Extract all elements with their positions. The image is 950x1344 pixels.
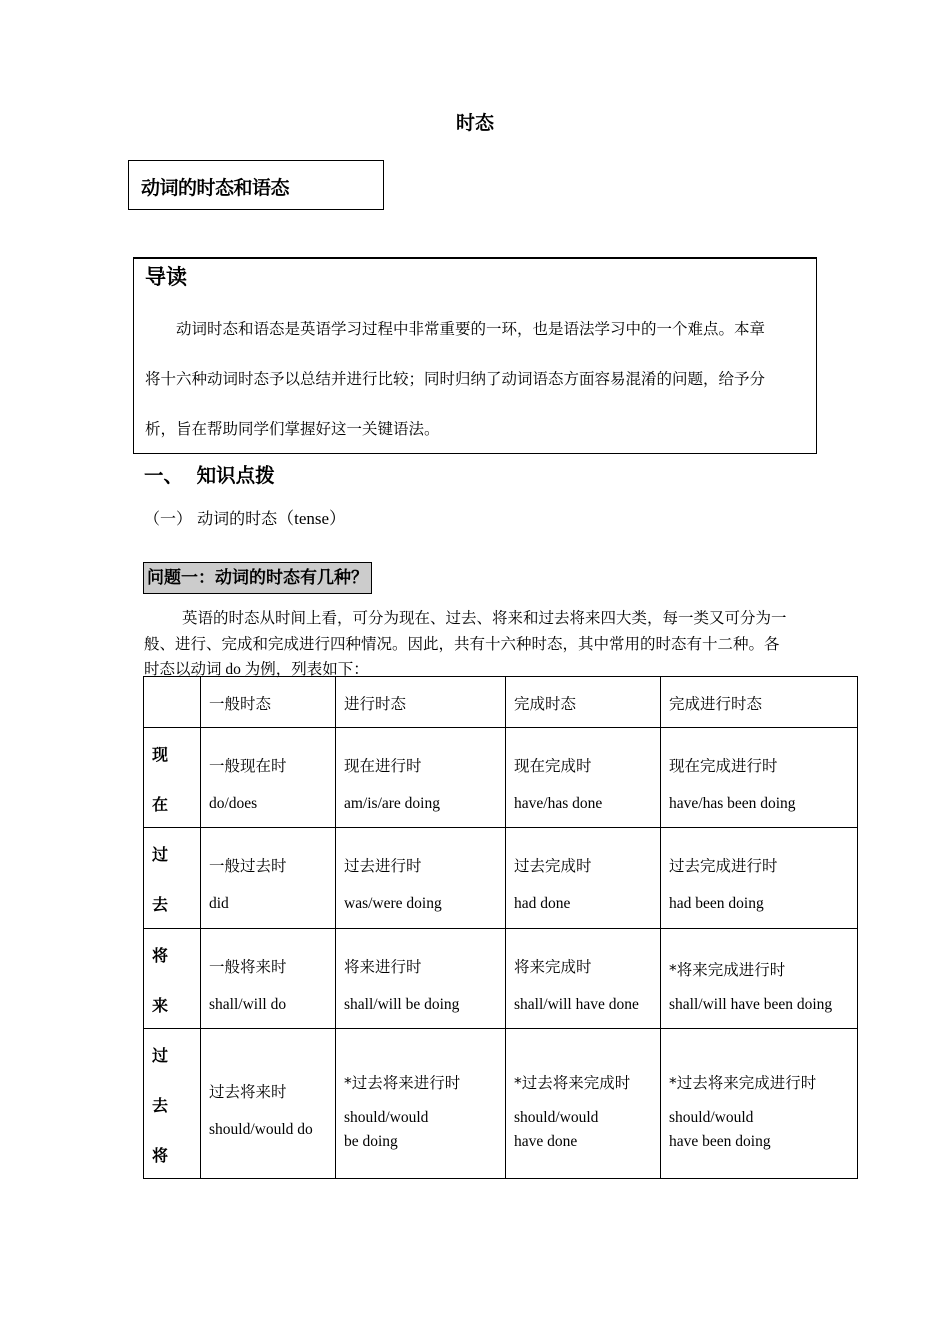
row-label-cell: 现 在 (144, 728, 201, 828)
chapter-title-box (128, 160, 384, 210)
table-cell: *过去将来进行时 should/would be doing (336, 1029, 506, 1179)
intro-line-3: 析，旨在帮助同学们掌握好这一关键语法。 (145, 420, 440, 438)
table-cell: 将来完成时 shall/will have done (506, 929, 661, 1029)
table-cell: 现在进行时 am/is/are doing (336, 728, 506, 828)
chapter-title: 动词的时态和语态 (141, 177, 290, 199)
table-header-cell: 一般时态 (201, 677, 336, 728)
table-header-cell: 完成时态 (506, 677, 661, 728)
table-cell: *将来完成进行时 shall/will have been doing (661, 929, 858, 1029)
table-cell: 现在完成时 have/has done (506, 728, 661, 828)
table-header-row (144, 677, 858, 728)
table-cell: 过去完成进行时 had been doing (661, 828, 858, 929)
tense-table (143, 676, 858, 1179)
intro-heading: 导读 (145, 265, 187, 289)
intro-box (133, 257, 817, 454)
subsection-title-en: （tense） (277, 509, 347, 528)
table-row (144, 828, 858, 929)
table-cell: 一般将来时 shall/will do (201, 929, 336, 1029)
table-row (144, 929, 858, 1029)
subsection-title: 动词的时态 (197, 509, 278, 528)
table-cell: 过去进行时 was/were doing (336, 828, 506, 929)
row-label-cell: 将 来 (144, 929, 201, 1029)
section-heading (144, 460, 275, 488)
section-title: 知识点拨 (196, 464, 275, 487)
intro-line-1: 动词时态和语态是英语学习过程中非常重要的一环，也是语法学习中的一个难点。本章 (176, 320, 766, 338)
paragraph-line-2: 般、进行、完成和完成进行四种情况。因此，共有十六种时态，其中常用的时态有十二种。各 (144, 636, 780, 653)
intro-line-2: 将十六种动词时态予以总结并进行比较；同时归纳了动词语态方面容易混淆的问题，给予分 (145, 370, 766, 388)
row-label-cell: 过 去 (144, 828, 201, 929)
table-cell: 过去将来时 should/would do (201, 1029, 336, 1179)
row-label-cell: 过 去 将 (144, 1029, 201, 1179)
section-number: 一、 (144, 464, 184, 487)
table-cell: 一般过去时 did (201, 828, 336, 929)
table-cell: 一般现在时 do/does (201, 728, 336, 828)
table-row (144, 1029, 858, 1179)
table-cell: 过去完成时 had done (506, 828, 661, 929)
table-cell: 现在完成进行时 have/has been doing (661, 728, 858, 828)
paragraph-line-1: 英语的时态从时间上看，可分为现在、过去、将来和过去将来四大类，每一类又可分为一 (182, 610, 787, 627)
subsection-heading (144, 504, 346, 529)
table-row (144, 728, 858, 828)
table-header-cell: 进行时态 (336, 677, 506, 728)
table-cell: 将来进行时 shall/will be doing (336, 929, 506, 1029)
table-header-cell (144, 677, 201, 728)
subsection-number: （一） (144, 509, 193, 528)
document-title: 时态 (455, 112, 494, 134)
table-cell: *过去将来完成进行时 should/would have been doing (661, 1029, 858, 1179)
table-header-cell: 完成进行时态 (661, 677, 858, 728)
question-label: 问题一：动词的时态有几种？ (143, 562, 372, 594)
paragraph-line-3: 时态以动词 do 为例，列表如下： (144, 661, 369, 678)
table-cell: *过去将来完成时 should/would have done (506, 1029, 661, 1179)
